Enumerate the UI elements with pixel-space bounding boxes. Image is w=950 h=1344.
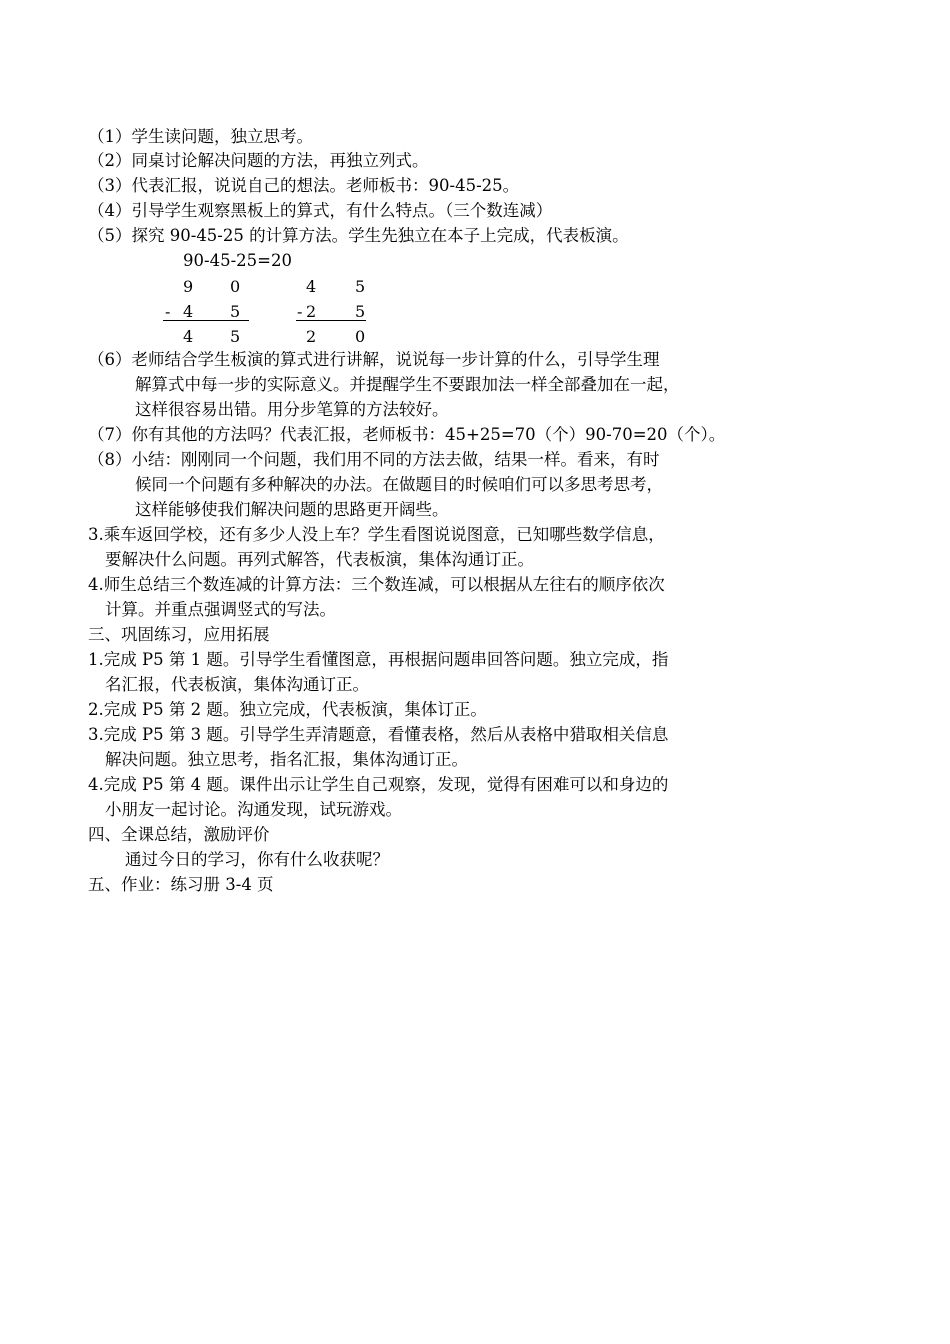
calc-digit: 5 xyxy=(355,277,366,296)
calc-underline xyxy=(163,320,249,321)
text-line: 3.乘车返回学校，还有多少人没上车？学生看图说说图意，已知哪些数学信息， xyxy=(88,525,665,544)
text-line: 1.完成 P5 第 1 题。引导学生看懂图意，再根据问题串回答问题。独立完成，指 xyxy=(88,650,669,669)
text-line: 计算。并重点强调竖式的写法。 xyxy=(105,600,336,619)
text-line: （7）你有其他的方法吗？代表汇报，老师板书：45+25=70（个）90-70=20（个）。 xyxy=(88,425,726,444)
text-line: 4.完成 P5 第 4 题。课件出示让学生自己观察，发现，觉得有困难可以和身边的 xyxy=(88,775,669,794)
section-heading: 三、巩固练习，应用拓展 xyxy=(88,625,270,644)
text-line: 通过今日的学习，你有什么收获呢？ xyxy=(125,850,389,869)
text-line: （3）代表汇报，说说自己的想法。老师板书：90-45-25。 xyxy=(88,176,520,195)
text-line: 解决问题。独立思考，指名汇报，集体沟通订正。 xyxy=(105,750,468,769)
calc-digit: 5 xyxy=(230,327,241,346)
calc-digit: 2 xyxy=(306,327,317,346)
calc-underline xyxy=(296,320,366,321)
text-line: （8）小结：刚刚同一个问题，我们用不同的方法去做，结果一样。看来，有时 xyxy=(88,450,660,469)
calc-minus: - xyxy=(297,302,303,321)
calc-digit: 0 xyxy=(230,277,241,296)
calc-digit: 9 xyxy=(183,277,194,296)
section-heading: 四、全课总结，激励评价 xyxy=(88,825,270,844)
calc-digit: 2 xyxy=(306,302,317,321)
calc-equation: 90-45-25=20 xyxy=(183,251,292,270)
calc-digit: 5 xyxy=(355,302,366,321)
text-line: 解算式中每一步的实际意义。并提醒学生不要跟加法一样全部叠加在一起， xyxy=(135,375,680,394)
text-line: 小朋友一起讨论。沟通发现，试玩游戏。 xyxy=(105,800,402,819)
text-line: 这样很容易出错。用分步笔算的方法较好。 xyxy=(135,400,449,419)
text-line: 3.完成 P5 第 3 题。引导学生弄清题意，看懂表格，然后从表格中猎取相关信息 xyxy=(88,725,669,744)
text-line: 4.师生总结三个数连减的计算方法：三个数连减，可以根据从左往右的顺序依次 xyxy=(88,575,665,594)
text-line: （4）引导学生观察黑板上的算式，有什么特点。（三个数连减） xyxy=(88,201,553,220)
calc-digit: 4 xyxy=(183,302,194,321)
text-line: 这样能够使我们解决问题的思路更开阔些。 xyxy=(135,500,449,519)
calc-digit: 4 xyxy=(306,277,317,296)
text-line: （2）同桌讨论解决问题的方法，再独立列式。 xyxy=(88,151,429,170)
calc-digit: 5 xyxy=(230,302,241,321)
text-line: 候同一个问题有多种解决的办法。在做题目的时候咱们可以多思考思考， xyxy=(135,475,663,494)
text-line: 名汇报，代表板演，集体沟通订正。 xyxy=(105,675,369,694)
section-heading: 五、作业：练习册 3-4 页 xyxy=(88,875,274,894)
text-line: （5）探究 90-45-25 的计算方法。学生先独立在本子上完成，代表板演。 xyxy=(88,226,629,245)
text-line: （6）老师结合学生板演的算式进行讲解，说说每一步计算的什么，引导学生理 xyxy=(88,350,660,369)
text-line: 2.完成 P5 第 2 题。独立完成，代表板演，集体订正。 xyxy=(88,700,487,719)
text-line: 要解决什么问题。再列式解答，代表板演，集体沟通订正。 xyxy=(105,550,534,569)
calc-minus: - xyxy=(165,302,171,321)
calc-digit: 0 xyxy=(355,327,366,346)
text-line: （1）学生读问题，独立思考。 xyxy=(88,127,313,146)
calc-digit: 4 xyxy=(183,327,194,346)
